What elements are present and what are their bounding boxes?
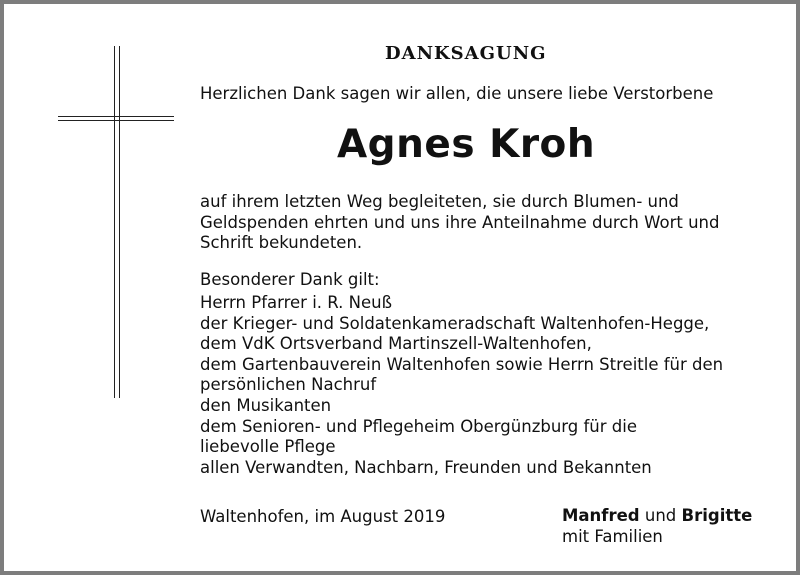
thanks-line: allen Verwandten, Nachbarn, Freunden und Bekannten — [200, 457, 652, 477]
thanks-line: liebevolle Pflege — [200, 437, 336, 457]
thanks-line: persönlichen Nachruf — [200, 375, 377, 395]
special-thanks-label: Besonderer Dank gilt: — [200, 270, 380, 289]
signature — [562, 506, 752, 547]
notice-heading: DANKSAGUNG — [385, 43, 547, 64]
thanks-line: dem Senioren- und Pflegeheim Obergünzburg für die — [200, 416, 638, 436]
intro-text: Herzlichen Dank sagen wir allen, die unsere liebe Verstorbene — [200, 84, 714, 103]
signature-name-2: Brigitte — [681, 506, 753, 525]
deceased-name: Agnes Kroh — [337, 122, 596, 167]
place-date: Waltenhofen, im August 2019 — [200, 507, 446, 526]
body-paragraph — [200, 192, 719, 254]
signature-name-1: Manfred — [562, 506, 640, 525]
thanks-line: der Krieger- und Soldatenkameradschaft Waltenhofen-Hegge, — [200, 313, 710, 333]
body-line: auf ihrem letzten Weg begleiteten, sie durch Blumen- und — [200, 192, 679, 211]
thanks-line: dem Gartenbauverein Waltenhofen sowie Herrn Streitle für den — [200, 354, 724, 374]
signature-names — [562, 506, 752, 527]
body-line: Schrift bekundeten. — [200, 233, 363, 253]
body-line: Geldspenden ehrten und uns ihre Anteilnahme durch Wort und — [200, 212, 720, 232]
thanks-line: Herrn Pfarrer i. R. Neuß — [200, 293, 392, 312]
thanks-line: dem VdK Ortsverband Martinszell-Waltenhofen, — [200, 334, 592, 354]
thanks-line: den Musikanten — [200, 395, 332, 415]
signature-connector: und — [644, 506, 677, 525]
signature-line-2: mit Familien — [562, 526, 663, 546]
thanks-list — [200, 293, 723, 478]
